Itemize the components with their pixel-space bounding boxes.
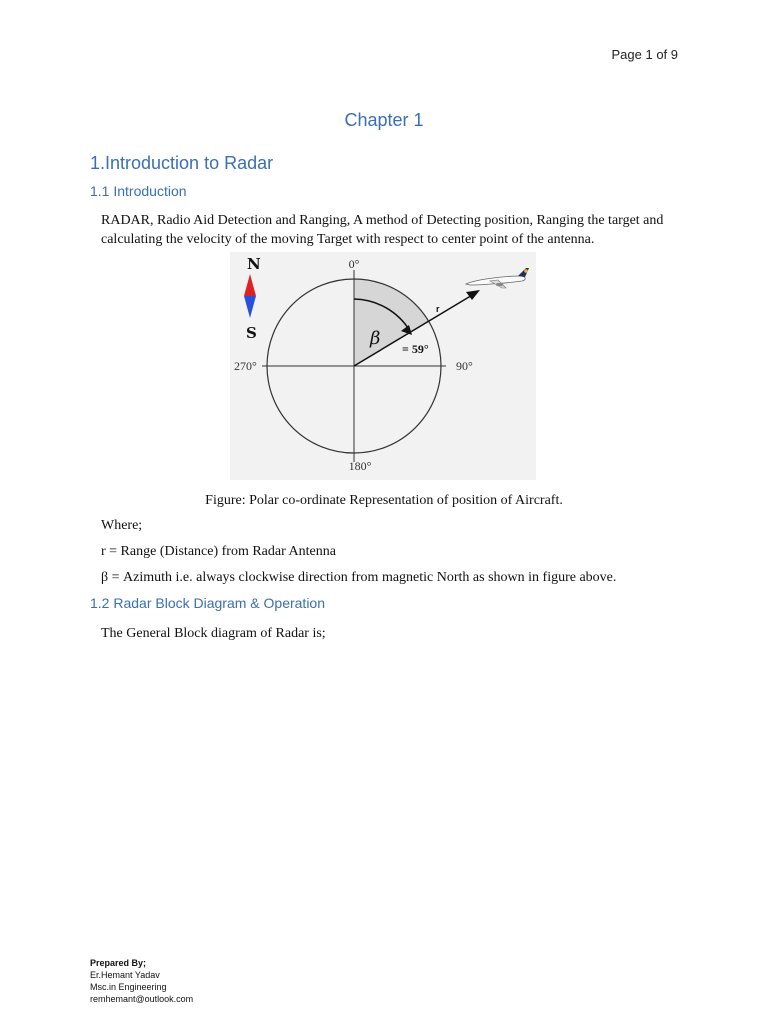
chapter-title: Chapter 1 [344,110,424,130]
angle-180-label: 180° [348,459,372,473]
compass-north-label: N [247,255,261,273]
subsection-heading-block-diagram: 1.2 Radar Block Diagram & Operation [90,595,325,611]
block-diagram-paragraph: The General Block diagram of Radar is; [101,626,326,641]
section-heading: 1.Introduction to Radar [90,153,274,173]
compass-south-label: S [246,324,257,342]
polar-coordinate-figure [230,252,536,480]
azimuth-definition: β = Azimuth i.e. always clockwise direction from magnetic North as shown in figure above. [101,570,617,585]
subsection-heading-introduction: 1.1 Introduction [90,183,187,199]
footer-degree: Msc.in Engineering [90,982,167,992]
azimuth-value-label: = 59° [402,342,429,356]
where-text: Where; [101,518,143,533]
angle-90-label: 90° [456,359,473,373]
angle-270-label: 270° [234,359,257,373]
range-definition: r = Range (Distance) from Radar Antenna [101,544,336,559]
intro-paragraph: RADAR, Radio Aid Detection and Ranging, A method of Detecting position, Ranging the target and calculating the velocity of the moving Target with respect to center point of the antenna. [101,213,664,247]
range-label: r [436,304,440,314]
footer-credits [90,957,193,1005]
page-number: Page 1 of 9 [611,47,678,62]
footer-email: remhemant@outlook.com [90,994,194,1004]
angle-0-label: 0° [348,257,360,271]
beta-symbol: β [370,328,381,349]
footer-author: Er.Hemant Yadav [90,970,160,980]
footer-prepared-by: Prepared By; [90,958,147,968]
figure-caption: Figure: Polar co-ordinate Representation of position of Aircraft. [205,493,563,508]
